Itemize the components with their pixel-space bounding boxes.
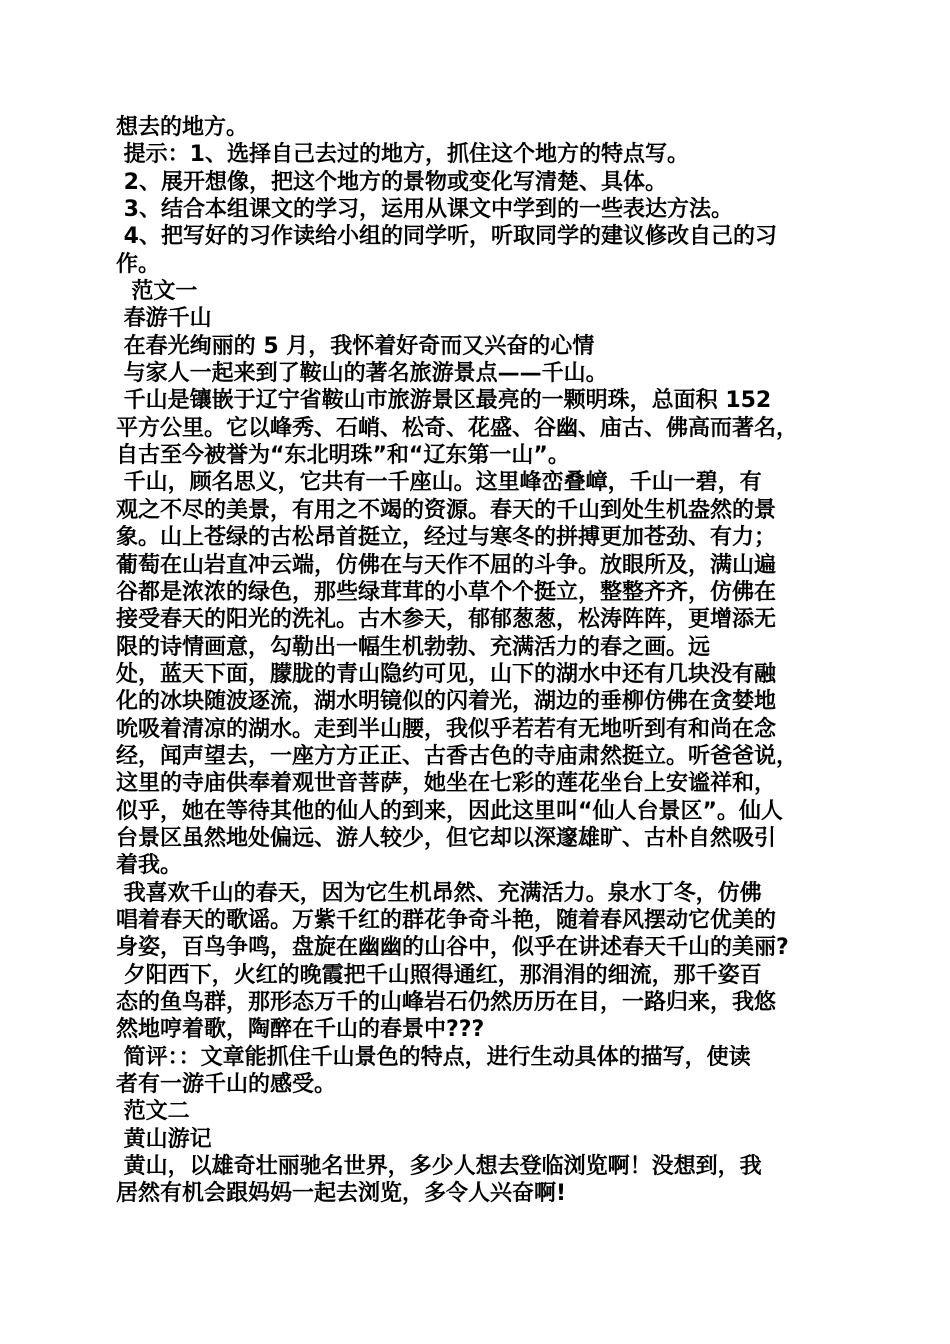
text-line: 谷都是浓浓的绿色，那些绿茸茸的小草个个挺立，整整齐齐，仿佛在 [116,579,777,605]
text-line: 着我。 [116,853,183,879]
text-line: 接受春天的阳光的洗礼。古木参天，郁郁葱葱，松涛阵阵，更增添无 [116,607,777,633]
text-line: 观之不尽的美景，有用之不竭的资源。春天的千山到处生机盎然的景 [116,497,777,523]
text-line: 然地哼着歌，陶醉在千山的春景中??? [116,1017,485,1043]
text-line: 作。 [116,251,161,277]
text-line: 我喜欢千山的春天，因为它生机昂然、充满活力。泉水丁冬，仿佛 [116,880,762,906]
text-line: 经，闻声望去，一座方方正正、古香古色的寺庙肃然挺立。听爸爸说， [116,743,799,769]
text-line: 态的鱼鸟群，那形态万千的山峰岩石仍然历历在目，一路归来，我悠 [116,990,777,1015]
text-line: 与家人一起来到了鞍山的著名旅游景点——千山。 [116,361,608,387]
text-line: 夕阳西下，火红的晚霞把千山照得通红，那涓涓的细流，那千姿百 [116,962,762,988]
text-line: 3、结合本组课文的学习，运用从课文中学到的一些表达方法。 [116,197,733,223]
text-line: 自古至今被誉为“东北明珠”和“辽东第一山”。 [116,443,570,469]
text-line: 葡萄在山岩直冲云端，仿佛在与天作不屈的斗争。放眼所及，满山遍 [116,552,777,578]
text-line: 台景区虽然地处偏远、游人较少，但它却以深邃雄旷、古朴自然吸引 [116,825,777,851]
text-line: 千山是镶嵌于辽宁省鞍山市旅游景区最亮的一颗明珠，总面积 152 [116,388,772,414]
section-heading: 范文二 [116,1099,190,1125]
text-line: 黄山，以雄奇壮丽驰名世界，多少人想去登临浏览啊！没想到，我 [116,1154,762,1180]
text-line: 在春光绚丽的 5 月，我怀着好奇而又兴奋的心情 [116,333,595,359]
text-line: 身姿，百鸟争鸣，盘旋在幽幽的山谷中，似乎在讲述春天千山的美丽? [116,935,789,961]
text-line: 象。山上苍绿的古松昂首挺立，经过与寒冬的拼搏更加苍劲、有力； [116,525,777,551]
text-line: 2、展开想像，把这个地方的景物或变化写清楚、具体。 [116,169,667,195]
text-line: 千山，顾名思义，它共有一千座山。这里峰峦叠嶂，千山一碧，有 [116,470,762,496]
text-line: 平方公里。它以峰秀、石峭、松奇、花盛、谷幽、庙古、佛高而著名， [116,415,799,441]
text-line: 想去的地方。 [116,115,249,140]
text-line: 唱着春天的歌谣。万紫千红的群花争奇斗艳，随着春风摆动它优美的 [116,907,777,933]
article-title: 黄山游记 [116,1126,212,1152]
review-line: 者有一游千山的感受。 [116,1072,337,1098]
text-line: 吮吸着清凉的湖水。走到半山腰，我似乎若若有无地听到有和尚在念 [116,716,777,742]
article-title: 春游千山 [116,306,212,332]
text-line: 处，蓝天下面，朦胧的青山隐约可见，山下的湖水中还有几块没有融 [116,661,777,687]
text-line: 居然有机会跟妈妈一起去浏览，多令人兴奋啊! [116,1181,567,1207]
text-line: 限的诗情画意，勾勒出一幅生机勃勃、充满活力的春之画。远 [116,634,711,660]
section-heading: 范文一 [116,279,198,305]
text-line: 这里的寺庙供奉着观世音菩萨，她坐在七彩的莲花坐台上安谧祥和， [116,771,777,797]
text-line: 化的冰块随波逐流，湖水明镜似的闪着光，湖边的垂柳仿佛在贪婪地 [116,689,777,715]
text-line: 似乎，她在等待其他的仙人的到来，因此这里叫“仙人台景区”。仙人 [116,798,783,824]
review-line: 简评：：文章能抓住千山景色的特点，进行生动具体的描写，使读 [116,1044,751,1070]
text-line: 提示：1、选择自己去过的地方，抓住这个地方的特点写。 [116,142,689,168]
document-body [116,114,856,1208]
text-line: 4、把写好的习作读给小组的同学听，听取同学的建议修改自己的习 [116,224,777,250]
